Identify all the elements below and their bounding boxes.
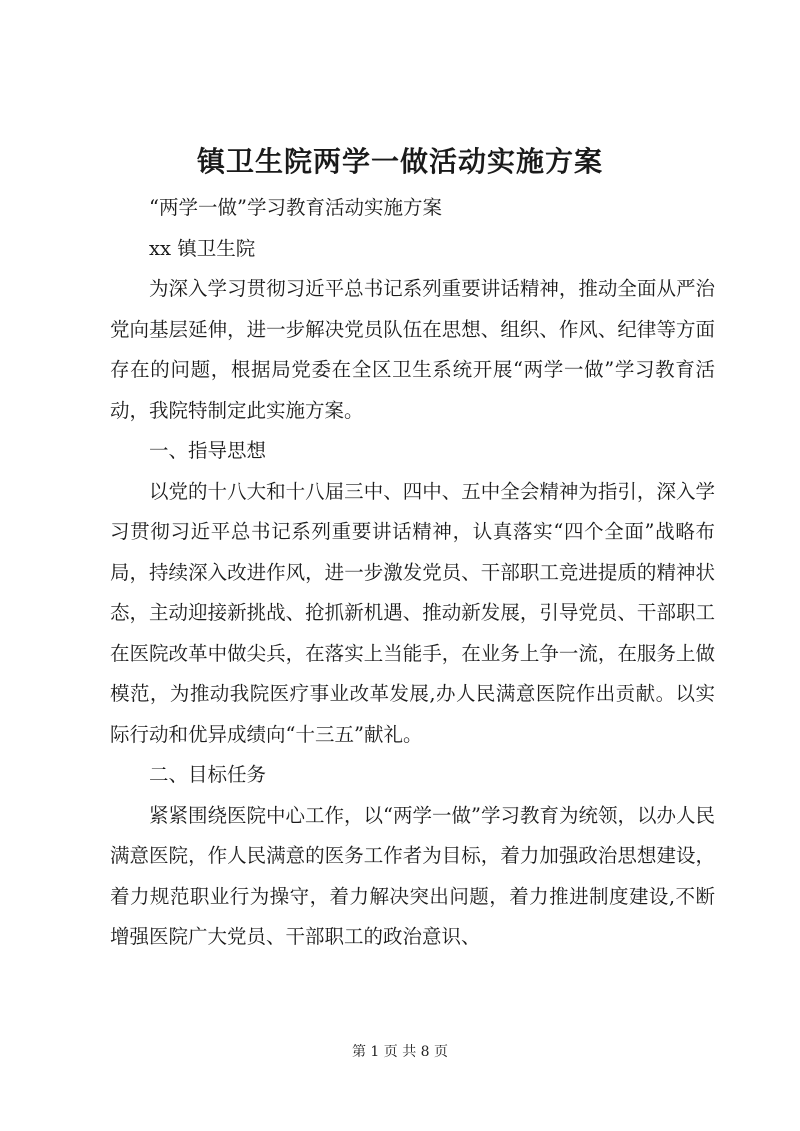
- document-body: [110, 188, 715, 958]
- organization-paragraph: xx 镇卫生院: [149, 236, 256, 260]
- objectives-paragraph: 紧紧围绕医院中心工作，以“两学一做”学习教育为统领，以办人民满意医院，作人民满意的医务工作者为目标，着力加强政治思想建设，着力规范职业行为操守，着力解决突出问题，着力推进制度建设,不断增强医院广大党员、干部职工的政治意识、: [110, 803, 715, 948]
- section-heading-objectives: 二、目标任务: [149, 763, 267, 786]
- page-number-footer: 第 1 页 共 8 页: [351, 1044, 449, 1060]
- guiding-ideology-paragraph: 以党的十八大和十八届三中、四中、五中全会精神为指引，深入学习贯彻习近平总书记系列重要讲话精神，认真落实“四个全面”战略布局，持续深入改进作风，进一步激发党员、干部职工竞进提质的精神状态，主动迎接新挑战、抢抓新机遇、推动新发展，引导党员、干部职工在医院改革中做尖兵，在落实上当能手，在业务上争一流，在服务上做模范，为推动我院医疗事业改革发展,办人民满意医院作出贡献。以实际行动和优异成绩向“十三五”献礼。: [110, 479, 715, 746]
- intro-paragraph: 为深入学习贯彻习近平总书记系列重要讲话精神，推动全面从严治党向基层延伸，进一步解决党员队伍在思想、组织、作风、纪律等方面存在的问题，根据局党委在全区卫生系统开展“两学一做”学习教育活动，我院特制定此实施方案。: [110, 277, 715, 422]
- section-heading-guiding-ideology: 一、指导思想: [149, 439, 267, 462]
- subtitle-paragraph: “两学一做”学习教育活动实施方案: [149, 196, 442, 219]
- document-title: 镇卫生院两学一做活动实施方案: [196, 145, 603, 178]
